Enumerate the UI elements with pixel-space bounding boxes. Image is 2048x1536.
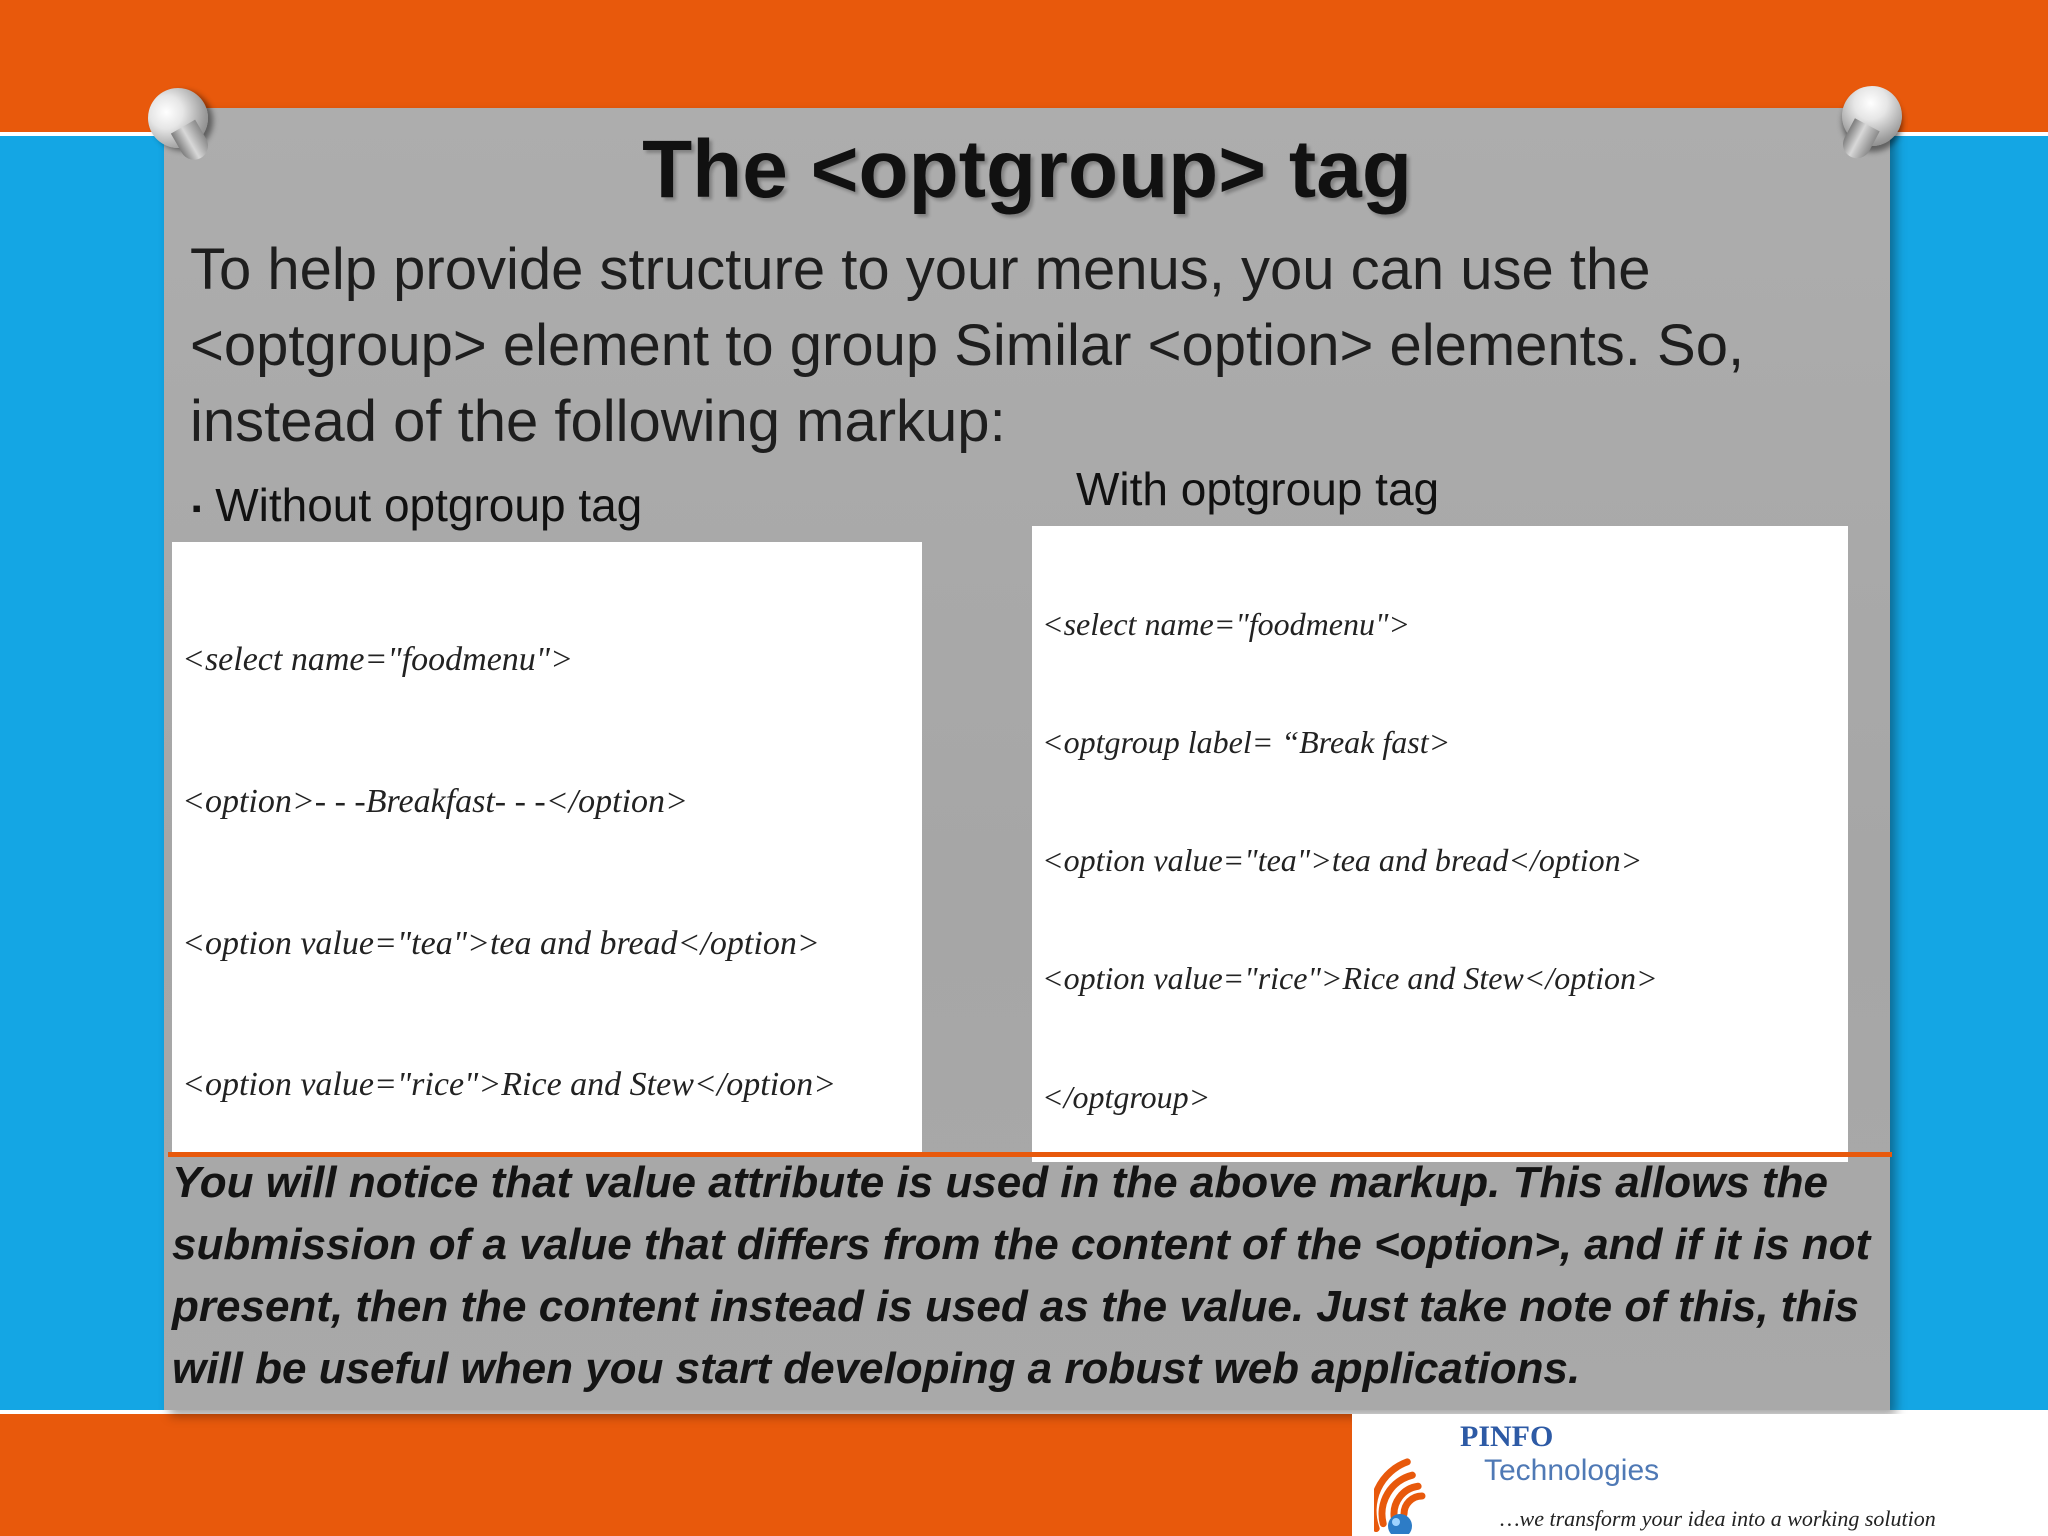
code-line: <select name="foodmenu">	[182, 641, 574, 679]
code-line: <option value="rice">Rice and Stew</option>	[1042, 960, 1658, 997]
signal-waves-icon	[1374, 1434, 1474, 1534]
without-optgroup-label-text: Without optgroup tag	[215, 479, 643, 531]
logo-subtitle: Technologies	[1484, 1454, 1660, 1487]
code-with-optgroup	[1032, 526, 1848, 1162]
logo-name: PINFO	[1460, 1420, 1554, 1453]
explanation-note: You will notice that value attribute is used in the above markup. This allows the submission of a value that differs from the content of the <option>, and if it is not present, then the content instead is used as the value. Just take note of this, this will be useful when you start developing a robust web applications.	[172, 1158, 1871, 1393]
company-logo	[1352, 1414, 2048, 1536]
bullet-icon: ▪	[192, 493, 202, 524]
code-line: <option>- - -Breakfast- - -</option>	[182, 783, 688, 821]
without-optgroup-label	[192, 478, 642, 532]
code-line: <option value="rice">Rice and Stew</option>	[182, 1066, 837, 1104]
slide-title: The <optgroup> tag	[642, 124, 1412, 215]
with-optgroup-label: With optgroup tag	[1076, 463, 1440, 515]
intro-text: To help provide structure to your menus, you can use the <optgroup> element to group Similar <option> elements. So, instead of the following markup:	[190, 237, 1745, 454]
code-without-optgroup	[172, 542, 922, 1154]
logo-tagline: …we transform your idea into a working solution	[1500, 1506, 1936, 1531]
code-line: <option value="tea">tea and bread</option>	[182, 924, 820, 962]
code-line: <select name="foodmenu">	[1042, 605, 1411, 642]
code-line: <optgroup label= “Break fast>	[1042, 724, 1451, 761]
code-line: <option value="tea">tea and bread</option>	[1042, 842, 1643, 879]
code-line: </optgroup>	[1042, 1078, 1211, 1115]
